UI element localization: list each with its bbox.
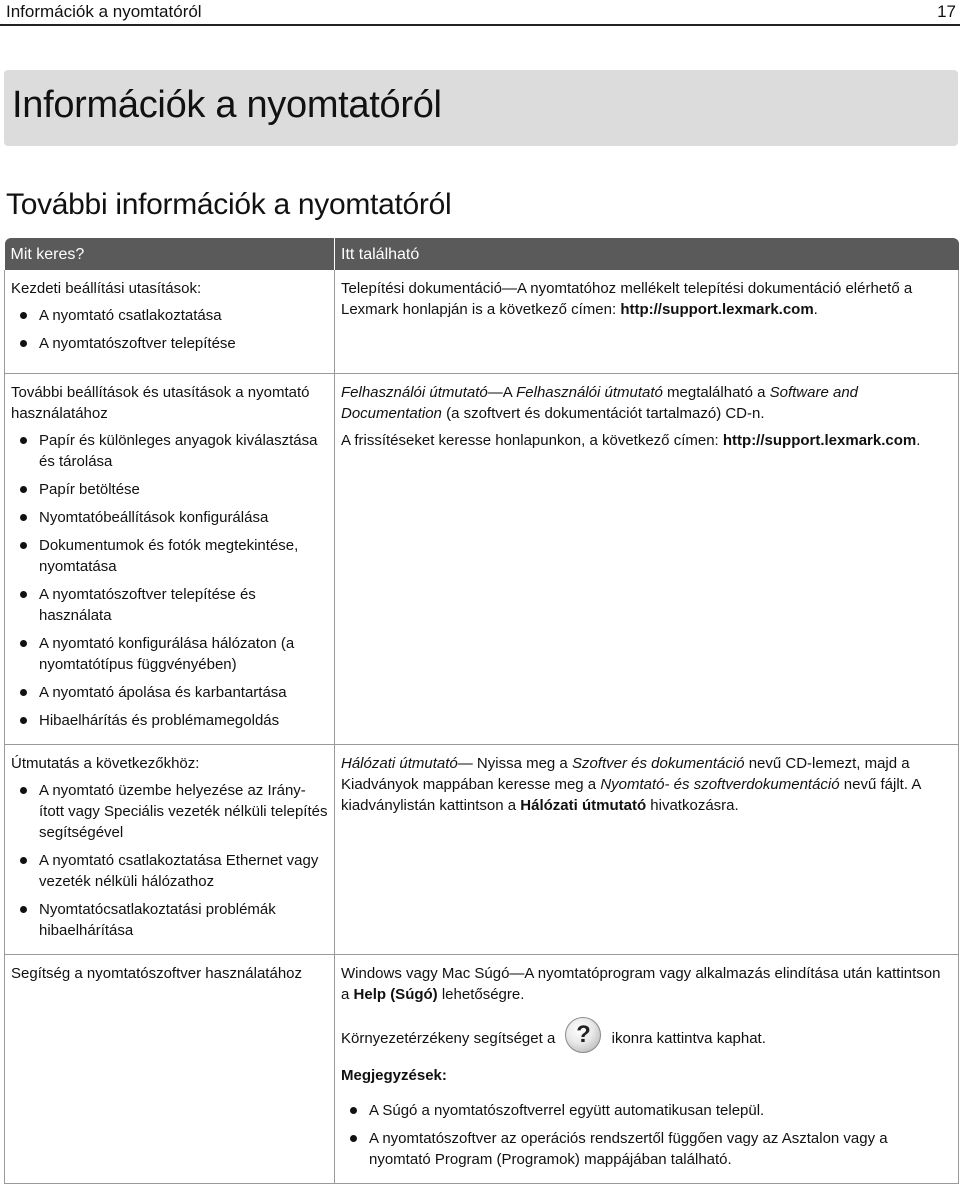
help-menu-label: Help (Súgó) [353, 985, 438, 1003]
row-2-list [11, 430, 328, 731]
list-item: A nyomtató ápolása és karbantartása [11, 682, 328, 703]
list-item: A nyomtató üzembe helyezése az Irány-ított vagy Speciális vezeték nélküli telepítés segítségével [11, 780, 328, 843]
notes-label: Megjegyzések: [341, 1066, 447, 1084]
row-3-text: Hálózati útmutató— Nyissa meg a Szoftver és dokumentáció nevű CD-lemezt, majd a Kiadványok mappában keresse meg a Nyomtató- és szoftverdokumentáció nevű fájlt. A kiadványlistán kattintson a Hálózati útmutató hivatkozásra. [341, 754, 921, 814]
row-1-right [335, 270, 959, 373]
list-item: Nyomtatóbeállítások konfigurálása [11, 507, 328, 528]
row-2-lead: További beállítások és utasítások a nyomtató használatához [11, 383, 310, 422]
list-item: A nyomtató csatlakoztatása Ethernet vagy vezeték nélküli hálózathoz [11, 850, 328, 892]
row-4-text-1: Windows vagy Mac Súgó—A nyomtatóprogram vagy alkalmazás elindítása után kattintson a Help (Súgó) lehetőségre. [341, 964, 941, 1003]
info-table-wrapper [4, 238, 958, 1168]
list-item: Papír és különleges anyagok kiválasztása és tárolása [11, 430, 328, 472]
row-1-list [11, 305, 328, 354]
row-3-list [11, 780, 328, 941]
header-where: Itt található [335, 238, 959, 270]
row-4-text-2: Környezetérzékeny segítséget a ? ikonra kattintva kaphat. [341, 1021, 952, 1057]
row-4-lead: Segítség a nyomtatószoftver használatához [11, 964, 303, 982]
row-4-right [335, 954, 959, 1183]
row-1-left [5, 270, 335, 373]
list-item: A Súgó a nyomtatószoftverrel együtt automatikusan települ. [341, 1100, 952, 1121]
row-2-text-1: Felhasználói útmutató—A Felhasználói útmutató megtalálható a Software and Documentation (a szoftvert és dokumentációt tartalmazó) CD-n. [341, 383, 858, 422]
row-3-right [335, 744, 959, 954]
chapter-title: Információk a nyomtatóról [12, 84, 442, 126]
table-row [5, 270, 959, 373]
header-what: Mit keres? [5, 238, 335, 270]
notes-list [341, 1100, 952, 1170]
header-rule [0, 24, 960, 26]
list-item: A nyomtatószoftver telepítése és használata [11, 584, 328, 626]
table-header-row [5, 238, 959, 270]
row-3-lead: Útmutatás a következőkhöz: [11, 754, 200, 772]
list-item: A nyomtatószoftver az operációs rendszertől függően vagy az Asztalon vagy a nyomtató Program (Programok) mappájában található. [341, 1128, 952, 1170]
list-item: Papír betöltése [11, 479, 328, 500]
row-1-text: Telepítési dokumentáció—A nyomtatóhoz mellékelt telepítési dokumentáció elérhető a Lexmark honlapján is a következő címen: http://support.lexmark.com. [341, 280, 913, 318]
support-url-link[interactable]: http://support.lexmark.com [620, 301, 814, 318]
row-2-right [335, 373, 959, 744]
section-title: További információk a nyomtatóról [6, 188, 452, 221]
list-item: A nyomtató konfigurálása hálózaton (a nyomtatótípus függvényében) [11, 633, 328, 675]
support-url-link[interactable]: http://support.lexmark.com [722, 431, 917, 449]
info-table [4, 238, 959, 1184]
list-item: A nyomtatószoftver telepítése [11, 333, 328, 354]
list-item: Dokumentumok és fotók megtekintése, nyomtatása [11, 535, 328, 577]
running-head [0, 0, 960, 24]
row-2-text-2: A frissítéseket keresse honlapunkon, a következő címen: http://support.lexmark.com. [341, 431, 921, 449]
table-row [5, 744, 959, 954]
page-number: 17 [937, 2, 956, 21]
table-row [5, 373, 959, 744]
table-row [5, 954, 959, 1183]
row-2-left [5, 373, 335, 744]
list-item: Nyomtatócsatlakoztatási problémák hibaelhárítása [11, 899, 328, 941]
list-item: A nyomtató csatlakoztatása [11, 305, 328, 326]
chapter-banner [4, 70, 958, 146]
running-head-title: Információk a nyomtatóról [6, 2, 202, 21]
row-4-left [5, 954, 335, 1183]
row-1-lead: Kezdeti beállítási utasítások: [11, 280, 202, 297]
network-guide-link[interactable]: Hálózati útmutató [520, 796, 647, 814]
row-3-left [5, 744, 335, 954]
list-item: Hibaelhárítás és problémamegoldás [11, 710, 328, 731]
help-question-icon: ? [565, 1017, 601, 1053]
